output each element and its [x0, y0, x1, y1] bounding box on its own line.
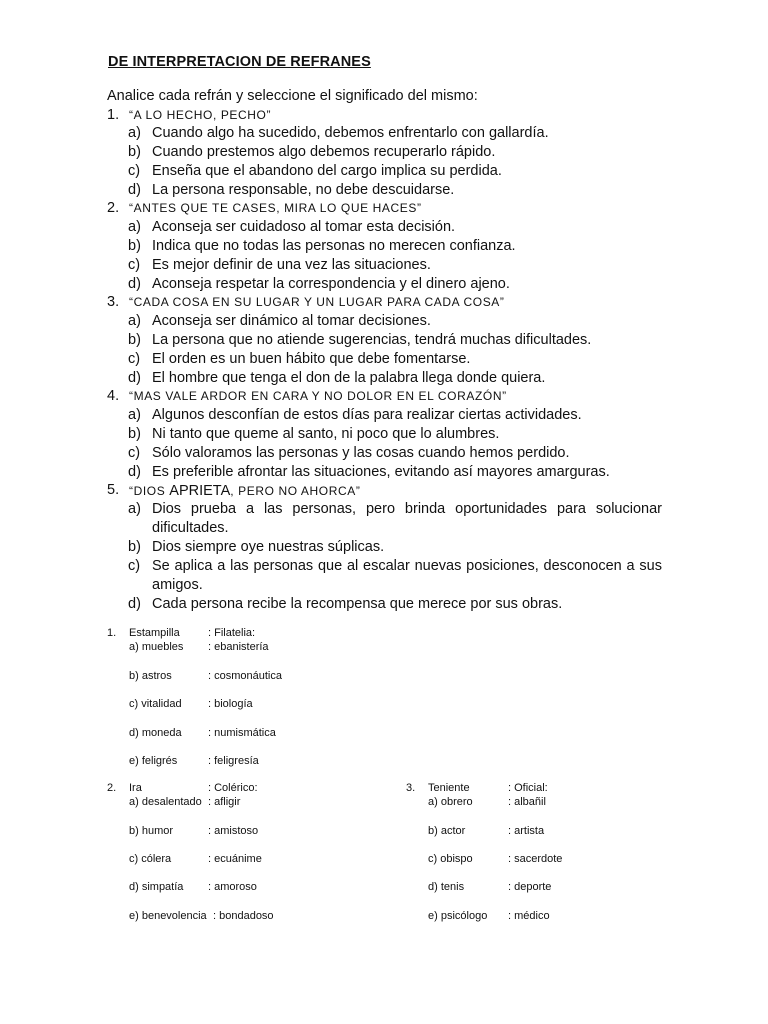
option-text: La persona que no atiende sugerencias, tendrá muchas dificultades. — [152, 332, 592, 348]
analogy-3-option-a-pair: : albañil — [508, 796, 546, 808]
option-text: Es mejor definir de una vez las situaciones. — [152, 257, 431, 273]
proverb-text-emphasis: APRIETA — [169, 483, 231, 499]
option-letter: c) — [128, 351, 141, 367]
option-letter: b) — [128, 426, 141, 442]
analogy-3-option-b-pair: : artista — [508, 825, 545, 837]
option-text: Dios siempre oye nuestras súplicas. — [152, 539, 385, 555]
option-letter: a) — [128, 125, 141, 141]
analogy-1-option-e-pair: : feligresía — [208, 755, 259, 767]
option-letter: b) — [128, 539, 141, 555]
analogy-1-option-c-pair: : biología — [208, 698, 253, 710]
option-letter: a) — [128, 313, 141, 329]
analogy-3-option-e: e) psicólogo — [428, 910, 488, 922]
analogy-3-option-c: c) obispo — [428, 853, 473, 865]
option-text: Se aplica a las personas que al escalar nuevas posiciones, desconocen a sus amigos. — [152, 558, 662, 593]
analogy-2-option-b-pair: : amistoso — [208, 825, 259, 837]
analogy-3-option-d-pair: : deporte — [508, 881, 552, 893]
proverb-number: 1. — [107, 107, 120, 123]
option-text: Enseña que el abandono del cargo implica su perdida. — [152, 163, 502, 179]
option-text: Algunos desconfían de estos días para realizar ciertas actividades. — [152, 407, 582, 423]
option-text: Cuando algo ha sucedido, debemos enfrentarlo con gallardía. — [152, 125, 549, 141]
proverb-text: “CADA COSA EN SU LUGAR Y UN LUGAR PARA CADA COSA” — [129, 295, 505, 309]
analogy-2-option-a-pair: : afligir — [208, 796, 241, 808]
option-letter: c) — [128, 163, 141, 179]
option-text: Ni tanto que queme al santo, ni poco que lo alumbres. — [152, 426, 500, 442]
option-text: Aconseja ser dinámico al tomar decisiones. — [152, 313, 431, 329]
option-letter: a) — [128, 501, 141, 517]
proverb-text: “MAS VALE ARDOR EN CARA Y NO DOLOR EN EL CORAZÓN” — [129, 389, 507, 403]
analogy-3-number: 3. — [406, 782, 416, 794]
analogy-2-option-e-pair: : bondadoso — [213, 910, 274, 922]
proverb-number: 4. — [107, 388, 120, 404]
analogy-1-option-a: a) muebles — [129, 641, 184, 653]
option-text: El orden es un buen hábito que debe fomentarse. — [152, 351, 471, 367]
option-letter: a) — [128, 407, 141, 423]
analogy-2-term: Ira — [129, 782, 142, 794]
option-letter: b) — [128, 332, 141, 348]
analogy-2-option-d-pair: : amoroso — [208, 881, 257, 893]
analogy-2-option-c: c) cólera — [129, 853, 172, 865]
option-text: Cuando prestemos algo debemos recuperarlo rápido. — [152, 144, 496, 160]
analogy-2-option-e: e) benevolencia — [129, 910, 207, 922]
option-text: La persona responsable, no debe descuidarse. — [152, 182, 455, 198]
option-letter: d) — [128, 596, 141, 612]
analogy-1-term: Estampilla — [129, 627, 180, 639]
option-letter: b) — [128, 238, 141, 254]
option-text: El hombre que tenga el don de la palabra llega donde quiera. — [152, 370, 546, 386]
analogy-3-term: Teniente — [428, 782, 470, 794]
option-text: Dios prueba a las personas, pero brinda oportunidades para solucionar dificultades. — [152, 501, 662, 536]
analogy-3-option-e-pair: : médico — [508, 910, 550, 922]
analogy-1-number: 1. — [107, 627, 117, 639]
option-text: Sólo valoramos las personas y las cosas cuando hemos perdido. — [152, 445, 570, 461]
analogy-3-option-a: a) obrero — [428, 796, 473, 808]
option-letter: a) — [128, 219, 141, 235]
option-letter: c) — [128, 558, 141, 574]
option-letter: d) — [128, 464, 141, 480]
analogy-1-option-a-pair: : ebanistería — [208, 641, 269, 653]
analogy-3-relation: : Oficial: — [508, 782, 548, 794]
proverb-text-part: , PERO NO AHORCA” — [230, 484, 361, 498]
option-letter: d) — [128, 276, 141, 292]
proverb-text-part: “DIOS — [129, 484, 170, 498]
option-letter: c) — [128, 445, 141, 461]
option-letter: d) — [128, 182, 141, 198]
analogy-3-option-b: b) actor — [428, 825, 466, 837]
proverb-text: “A LO HECHO, PECHO” — [129, 108, 272, 122]
proverb-number: 5. — [107, 482, 120, 498]
analogy-1-option-e: e) feligrés — [129, 755, 178, 767]
analogy-1-option-b: b) astros — [129, 670, 172, 682]
option-text: Es preferible afrontar las situaciones, evitando así mayores amarguras. — [152, 464, 610, 480]
option-text: Aconseja ser cuidadoso al tomar esta decisión. — [152, 219, 456, 235]
analogy-2-number: 2. — [107, 782, 117, 794]
proverb-text — [129, 483, 360, 499]
analogy-3-option-c-pair: : sacerdote — [508, 853, 563, 865]
analogy-2-option-d: d) simpatía — [129, 881, 184, 893]
option-letter: b) — [128, 144, 141, 160]
option-text: Cada persona recibe la recompensa que merece por sus obras. — [152, 596, 563, 612]
option-text: Aconseja respetar la correspondencia y el dinero ajeno. — [152, 276, 510, 292]
analogy-1-option-b-pair: : cosmonáutica — [208, 670, 282, 682]
proverb-number: 3. — [107, 294, 120, 310]
option-letter: c) — [128, 257, 141, 273]
proverb-number: 2. — [107, 200, 120, 216]
analogy-1-option-c: c) vitalidad — [129, 698, 182, 710]
option-letter: d) — [128, 370, 141, 386]
document-title: DE INTERPRETACION DE REFRANES — [108, 54, 371, 70]
analogy-2-option-b: b) humor — [129, 825, 174, 837]
analogy-2-option-a: a) desalentado — [129, 796, 202, 808]
instructions: Analice cada refrán y seleccione el significado del mismo: — [107, 88, 478, 104]
analogy-1-option-d-pair: : numismática — [208, 727, 276, 739]
analogy-2-relation: : Colérico: — [208, 782, 258, 794]
option-text: Indica que no todas las personas no merecen confianza. — [152, 238, 516, 254]
analogy-3-option-d: d) tenis — [428, 881, 465, 893]
analogy-1-relation: : Filatelia: — [208, 627, 256, 639]
analogy-1-option-d: d) moneda — [129, 727, 182, 739]
proverb-text: “ANTES QUE TE CASES, MIRA LO QUE HACES” — [129, 201, 422, 215]
analogy-2-option-c-pair: : ecuánime — [208, 853, 262, 865]
